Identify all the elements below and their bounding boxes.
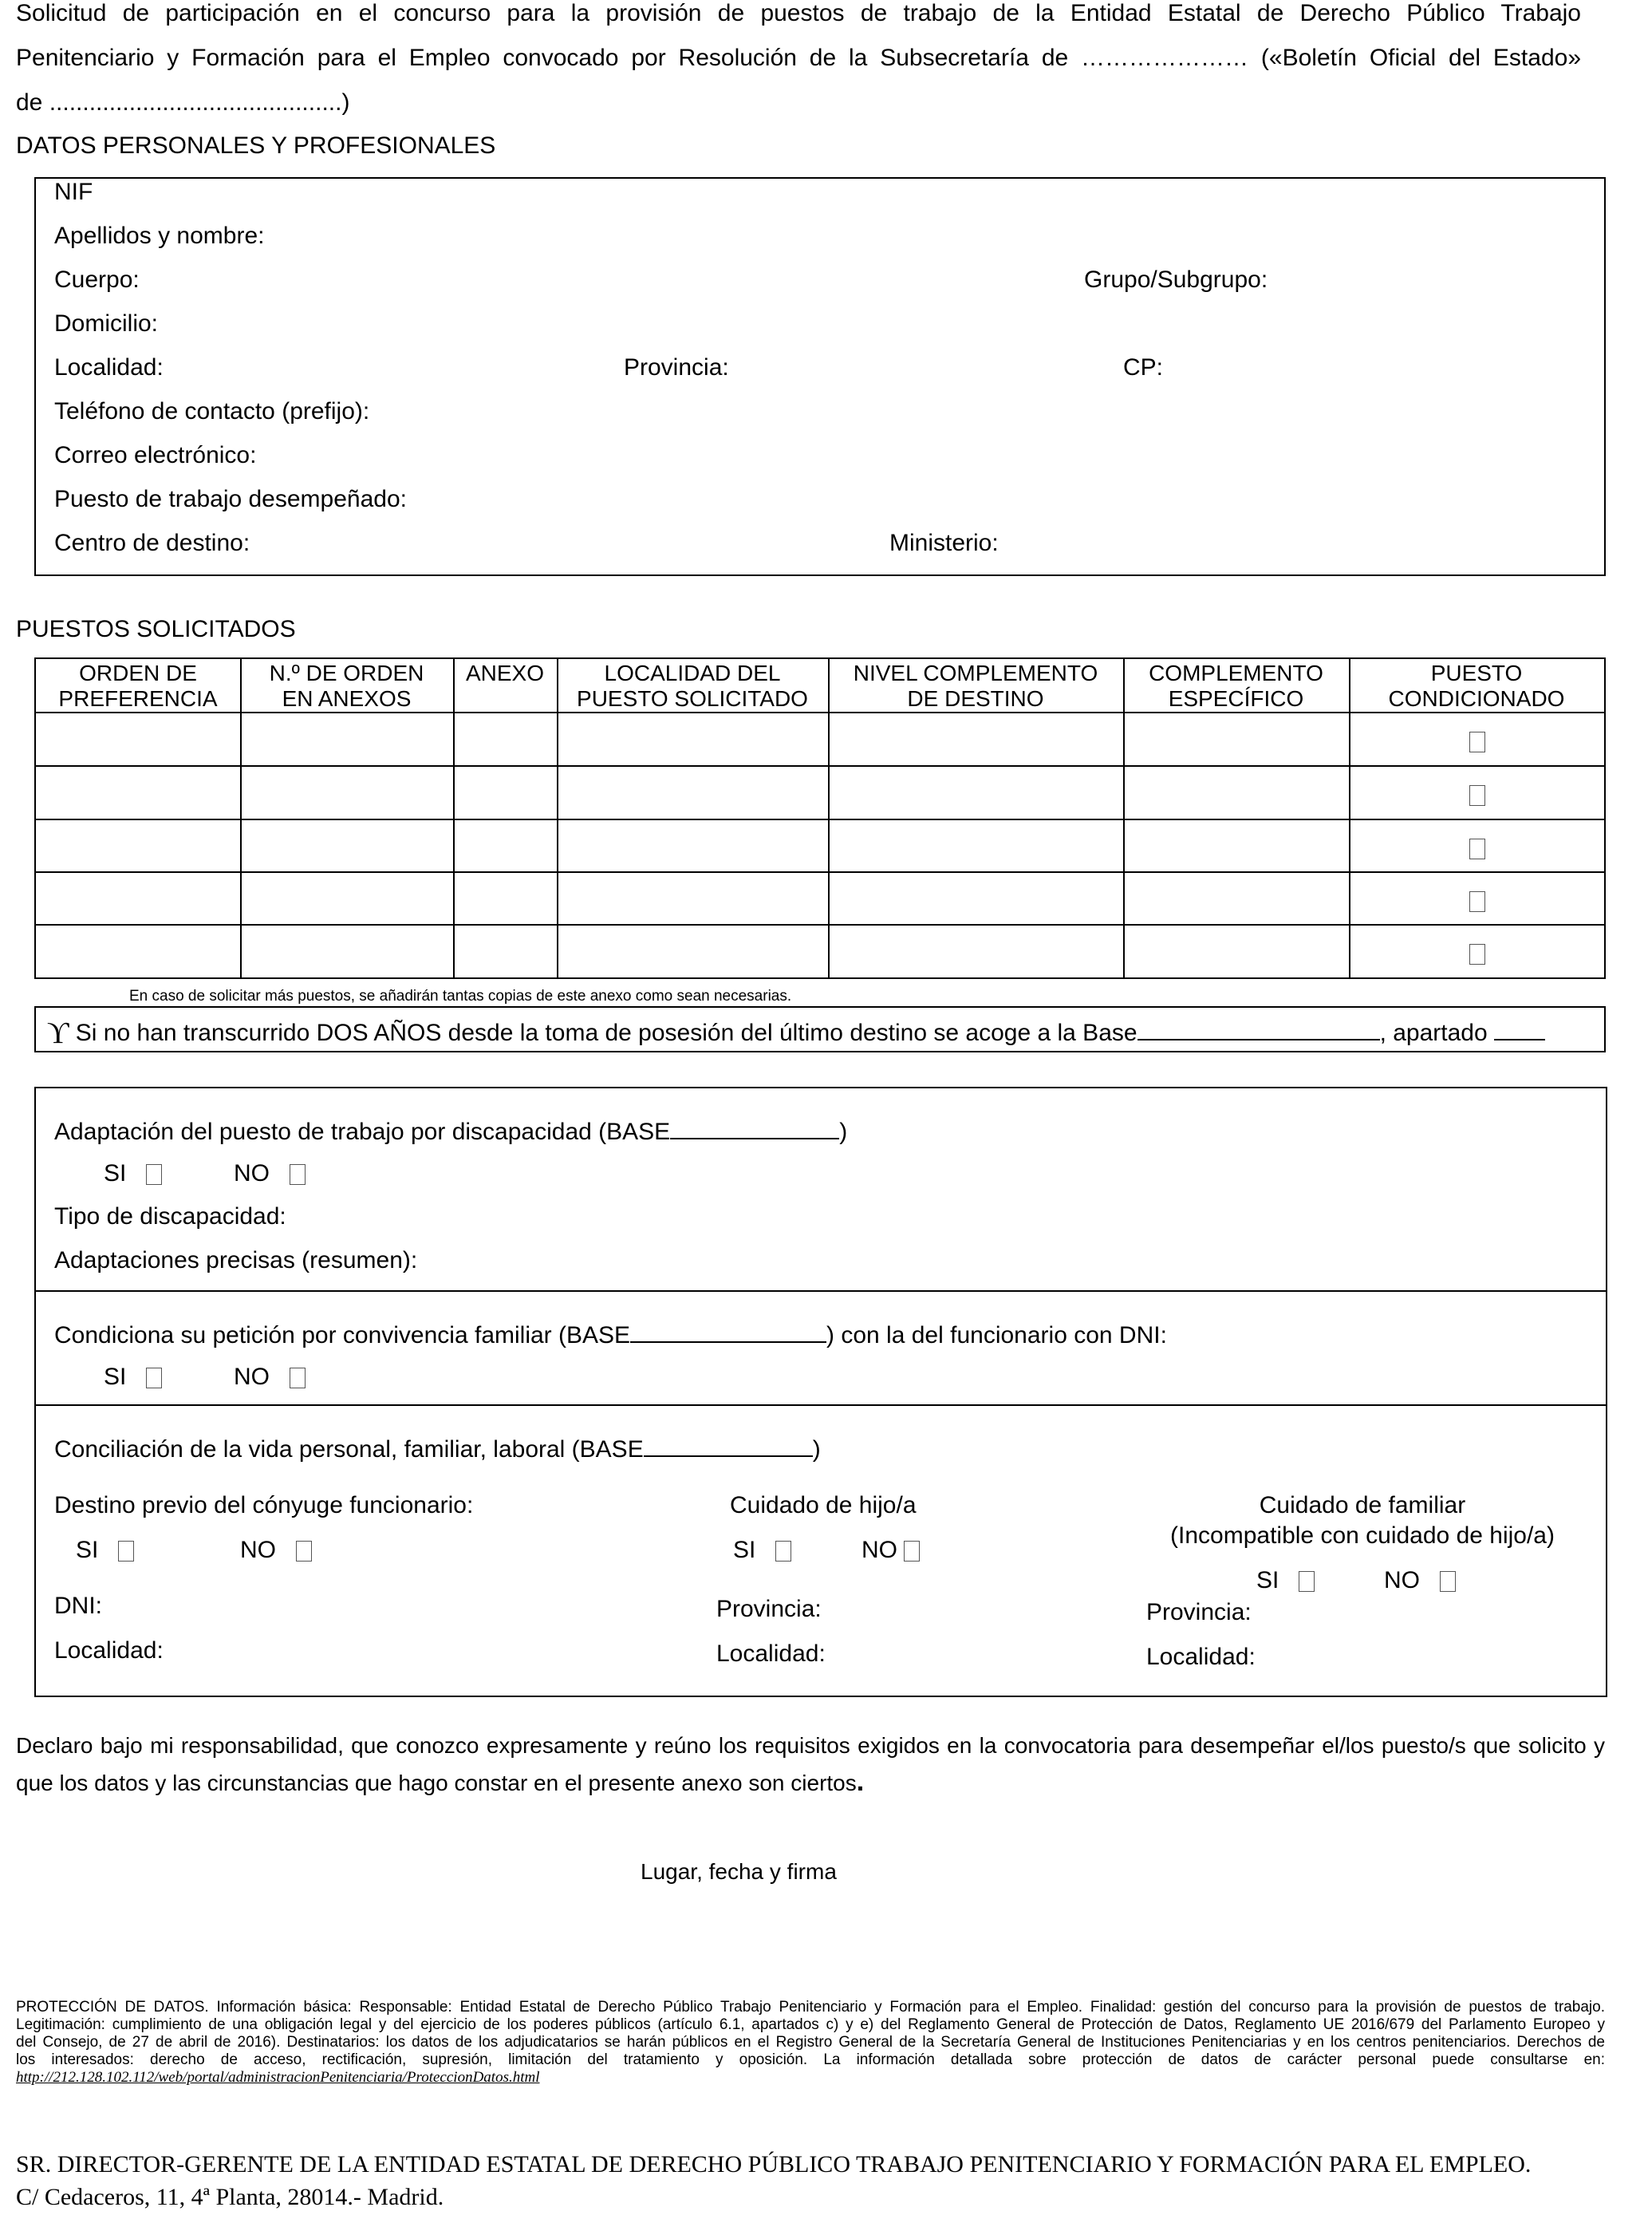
conciliacion-label: Conciliación de la vida personal, familiar, laboral (BASE ): [54, 1436, 821, 1463]
adaptacion-label: Adaptación del puesto de trabajo por discapacidad (BASE ): [54, 1119, 848, 1145]
convivencia-no[interactable]: NO: [234, 1364, 306, 1391]
conyuge-localidad-label: Localidad:: [54, 1637, 164, 1664]
convivencia-si-checkbox[interactable]: [146, 1368, 162, 1388]
puestos-note: En caso de solicitar más puestos, se añadirán tantas copias de este anexo como sean necesarias.: [129, 988, 792, 1005]
header-complemento-especifico: COMPLEMENTO ESPECÍFICO: [1149, 661, 1323, 711]
familiar-label: Cuidado de familiar: [1259, 1492, 1466, 1518]
upsilon-symbol: ϒ: [47, 1017, 69, 1050]
familiar-si[interactable]: SI: [1256, 1567, 1315, 1594]
hijo-si-checkbox[interactable]: [775, 1541, 791, 1562]
telefono-label: Teléfono de contacto (prefijo):: [54, 398, 370, 424]
adaptacion-no[interactable]: NO: [234, 1160, 306, 1187]
header-puesto-condicionado: PUESTO CONDICIONADO: [1388, 661, 1565, 711]
centro-label: Centro de destino:: [54, 530, 250, 556]
proteccion-line-4: los interesados: derecho de acceso, rectificación, supresión, limitación del tratamiento y oposición. La información detallada sobre protección de datos de carácter personal puede consultarse en:: [16, 2051, 1605, 2068]
convivencia-label: Condiciona su petición por convivencia familiar (BASE ) con la del funcionario con DNI:: [54, 1322, 1167, 1348]
puestos-table: [34, 657, 1606, 979]
familiar-si-checkbox[interactable]: [1299, 1571, 1315, 1592]
cuerpo-label: Cuerpo:: [54, 267, 140, 293]
grupo-label: Grupo/Subgrupo:: [1084, 267, 1268, 293]
familiar-no-checkbox[interactable]: [1440, 1571, 1456, 1592]
header-nivel-complemento: NIVEL COMPLEMENTO DE DESTINO: [853, 661, 1098, 711]
base-blank[interactable]: [1137, 1018, 1380, 1040]
declaracion-line-1: Declaro bajo mi responsabilidad, que conozco expresamente y reúno los requisitos exigidos en la convocatoria para desempeñar el/los puesto/s que solicito y: [16, 1733, 1605, 1758]
conciliacion-base-blank[interactable]: [644, 1435, 813, 1457]
convivencia-base-blank[interactable]: [630, 1321, 826, 1343]
familiar-no[interactable]: NO: [1384, 1567, 1456, 1594]
nombre-label: Apellidos y nombre:: [54, 223, 265, 249]
header-orden-anexos: N.º DE ORDEN EN ANEXOS: [269, 661, 424, 711]
condicionado-checkbox-4[interactable]: [1469, 887, 1485, 914]
puestos-section-title: PUESTOS SOLICITADOS: [16, 616, 296, 642]
conditions-box: [34, 1087, 1607, 1697]
apartado-blank[interactable]: [1494, 1018, 1545, 1040]
footer-line-2: C/ Cedaceros, 11, 4ª Planta, 28014.- Madrid.: [16, 2184, 444, 2210]
conyuge-si[interactable]: SI: [76, 1537, 134, 1564]
tipo-discapacidad-label: Tipo de discapacidad:: [54, 1203, 286, 1230]
hijo-si[interactable]: SI: [733, 1537, 791, 1564]
header-anexo: ANEXO: [465, 661, 545, 685]
adaptaciones-label: Adaptaciones precisas (resumen):: [54, 1247, 418, 1273]
nif-label: NIF: [54, 179, 93, 205]
header-line-1: Solicitud de participación en el concurso para la provisión de puestos de trabajo de la Entidad Estatal de Derecho Público Trabajo: [16, 0, 1581, 26]
dos-anos-box: [34, 1006, 1606, 1052]
dos-anos-text: Si no han transcurrido DOS AÑOS desde la toma de posesión del último destino se acoge a la Base: [75, 1020, 1137, 1046]
condicionado-checkbox-3[interactable]: [1469, 835, 1485, 862]
convivencia-no-checkbox[interactable]: [290, 1368, 306, 1388]
familiar-note: (Incompatible con cuidado de hijo/a): [1170, 1522, 1555, 1549]
conyuge-no[interactable]: NO: [240, 1537, 312, 1564]
familiar-provincia-label: Provincia:: [1146, 1599, 1252, 1625]
proteccion-line-1: PROTECCIÓN DE DATOS. Información básica: Responsable: Entidad Estatal de Derecho Público Trabajo Penitenciario y Formación para el Empleo. Finalidad: gestión del concurso para la provisión de puestos de trabajo.: [16, 1999, 1605, 2016]
proteccion-line-2: Legitimación: cumplimiento de una obligación legal y del ejercicio de los poderes públicos (artículo 6.1, apartados c) y e) del Reglamento General de Protección de Datos, Reglamento UE 2016/679 del Parlamento Europeo y: [16, 2016, 1605, 2033]
puesto-label: Puesto de trabajo desempeñado:: [54, 486, 407, 512]
convivencia-si[interactable]: SI: [104, 1364, 162, 1391]
condicionado-checkbox-2[interactable]: [1469, 781, 1485, 808]
personal-data-box: [34, 177, 1606, 576]
adaptacion-si-checkbox[interactable]: [146, 1164, 162, 1185]
hijo-localidad-label: Localidad:: [716, 1641, 826, 1667]
declaracion-line-2: que los datos y las circunstancias que hago constar en el presente anexo son ciertos.: [16, 1767, 865, 1797]
hijo-no[interactable]: NO: [861, 1537, 920, 1564]
hijo-label: Cuidado de hijo/a: [730, 1492, 917, 1518]
adaptacion-no-checkbox[interactable]: [290, 1164, 306, 1185]
provincia-label: Provincia:: [624, 354, 729, 381]
localidad-label: Localidad:: [54, 354, 164, 381]
condicionado-checkbox-1[interactable]: [1469, 728, 1485, 755]
ministerio-label: Ministerio:: [889, 530, 999, 556]
hijo-provincia-label: Provincia:: [716, 1596, 822, 1622]
adaptacion-si[interactable]: SI: [104, 1160, 162, 1187]
header-orden-preferencia: ORDEN DE PREFERENCIA: [58, 661, 218, 711]
correo-label: Correo electrónico:: [54, 442, 257, 468]
conyuge-no-checkbox[interactable]: [296, 1541, 312, 1562]
header-localidad: LOCALIDAD DEL PUESTO SOLICITADO: [577, 661, 808, 711]
apartado-label: , apartado: [1379, 1020, 1488, 1046]
personal-section-title: DATOS PERSONALES Y PROFESIONALES: [16, 132, 496, 159]
firma-label: Lugar, fecha y firma: [641, 1859, 837, 1884]
cp-label: CP:: [1123, 354, 1164, 381]
condicionado-checkbox-5[interactable]: [1469, 940, 1485, 967]
conyuge-label: Destino previo del cónyuge funcionario:: [54, 1492, 474, 1518]
conyuge-si-checkbox[interactable]: [118, 1541, 134, 1562]
header-line-2: Penitenciario y Formación para el Empleo convocado por Resolución de la Subsecretaría de ………………… («Boletín Oficial del Estado»: [16, 45, 1581, 71]
header-line-3: de ............................................): [16, 89, 350, 116]
domicilio-label: Domicilio:: [54, 310, 159, 337]
hijo-no-checkbox[interactable]: [904, 1541, 920, 1562]
proteccion-line-3: del Consejo, de 27 de abril de 2016). Destinatarios: los datos de los adjudicatarios se harán públicos en el Registro General de la Secretaría General de Instituciones Penitenciarias y en los centros penitenciarios. Derechos de: [16, 2034, 1605, 2051]
familiar-localidad-label: Localidad:: [1146, 1644, 1256, 1670]
proteccion-link[interactable]: http://212.128.102.112/web/portal/administracionPenitenciaria/ProteccionDatos.html: [16, 2069, 540, 2086]
conyuge-dni-label: DNI:: [54, 1593, 102, 1619]
footer-line-1: SR. DIRECTOR-GERENTE DE LA ENTIDAD ESTATAL DE DERECHO PÚBLICO TRABAJO PENITENCIARIO Y FORMACIÓN PARA EL EMPLEO.: [16, 2151, 1532, 2177]
adaptacion-base-blank[interactable]: [670, 1117, 839, 1139]
